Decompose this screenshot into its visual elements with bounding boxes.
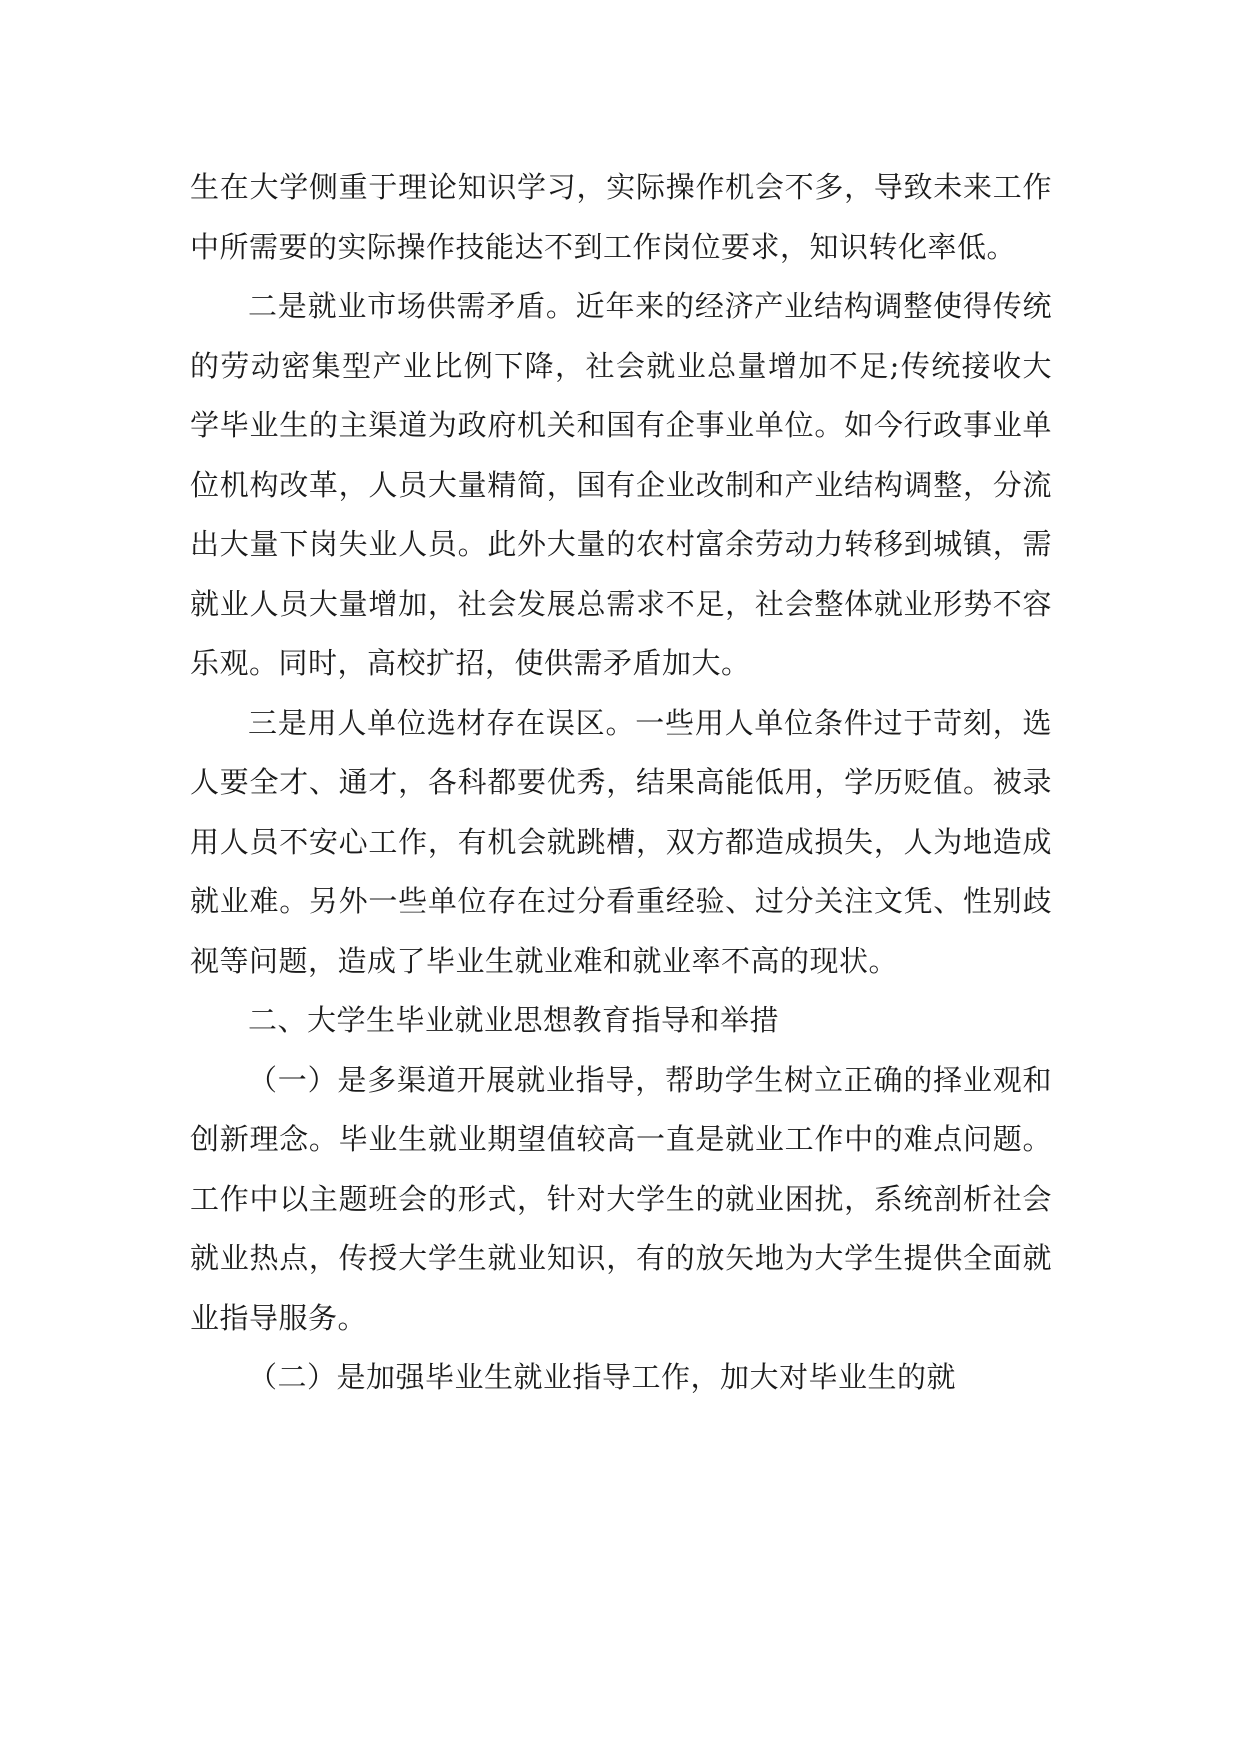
document-body <box>190 158 1052 1408</box>
paragraph-measure-one: （一）是多渠道开展就业指导，帮助学生树立正确的择业观和创新理念。毕业生就业期望值较高一直是就业工作中的难点问题。工作中以主题班会的形式，针对大学生的就业困扰，系统剖析社会就业热点，传授大学生就业知识，有的放矢地为大学生提供全面就业指导服务。 <box>190 1062 1052 1335</box>
section-heading: 二、大学生毕业就业思想教育指导和举措 <box>248 1003 780 1037</box>
paragraph-employer-misconception: 三是用人单位选材存在误区。一些用人单位条件过于苛刻，选人要全才、通才，各科都要优秀，结果高能低用，学历贬值。被录用人员不安心工作，有机会就跳槽，双方都造成损失，人为地造成就业难。另外一些单位存在过分看重经验、过分关注文凭、性别歧视等问题，造成了毕业生就业难和就业率不高的现状。 <box>190 705 1052 978</box>
paragraph-market-contradiction: 二是就业市场供需矛盾。近年来的经济产业结构调整使得传统的劳动密集型产业比例下降，社会就业总量增加不足;传统接收大学毕业生的主渠道为政府机关和国有企事业单位。如今行政事业单位机构改革，人员大量精简，国有企业改制和产业结构调整，分流出大量下岗失业人员。此外大量的农村富余劳动力转移到城镇，需就业人员大量增加，社会发展总需求不足，社会整体就业形势不容乐观。同时，高校扩招，使供需矛盾加大。 <box>190 289 1052 680</box>
paragraph-measure-two: （二）是加强毕业生就业指导工作，加大对毕业生的就 <box>248 1360 957 1394</box>
paragraph-continuation: 生在大学侧重于理论知识学习，实际操作机会不多，导致未来工作中所需要的实际操作技能达不到工作岗位要求，知识转化率低。 <box>190 170 1052 264</box>
